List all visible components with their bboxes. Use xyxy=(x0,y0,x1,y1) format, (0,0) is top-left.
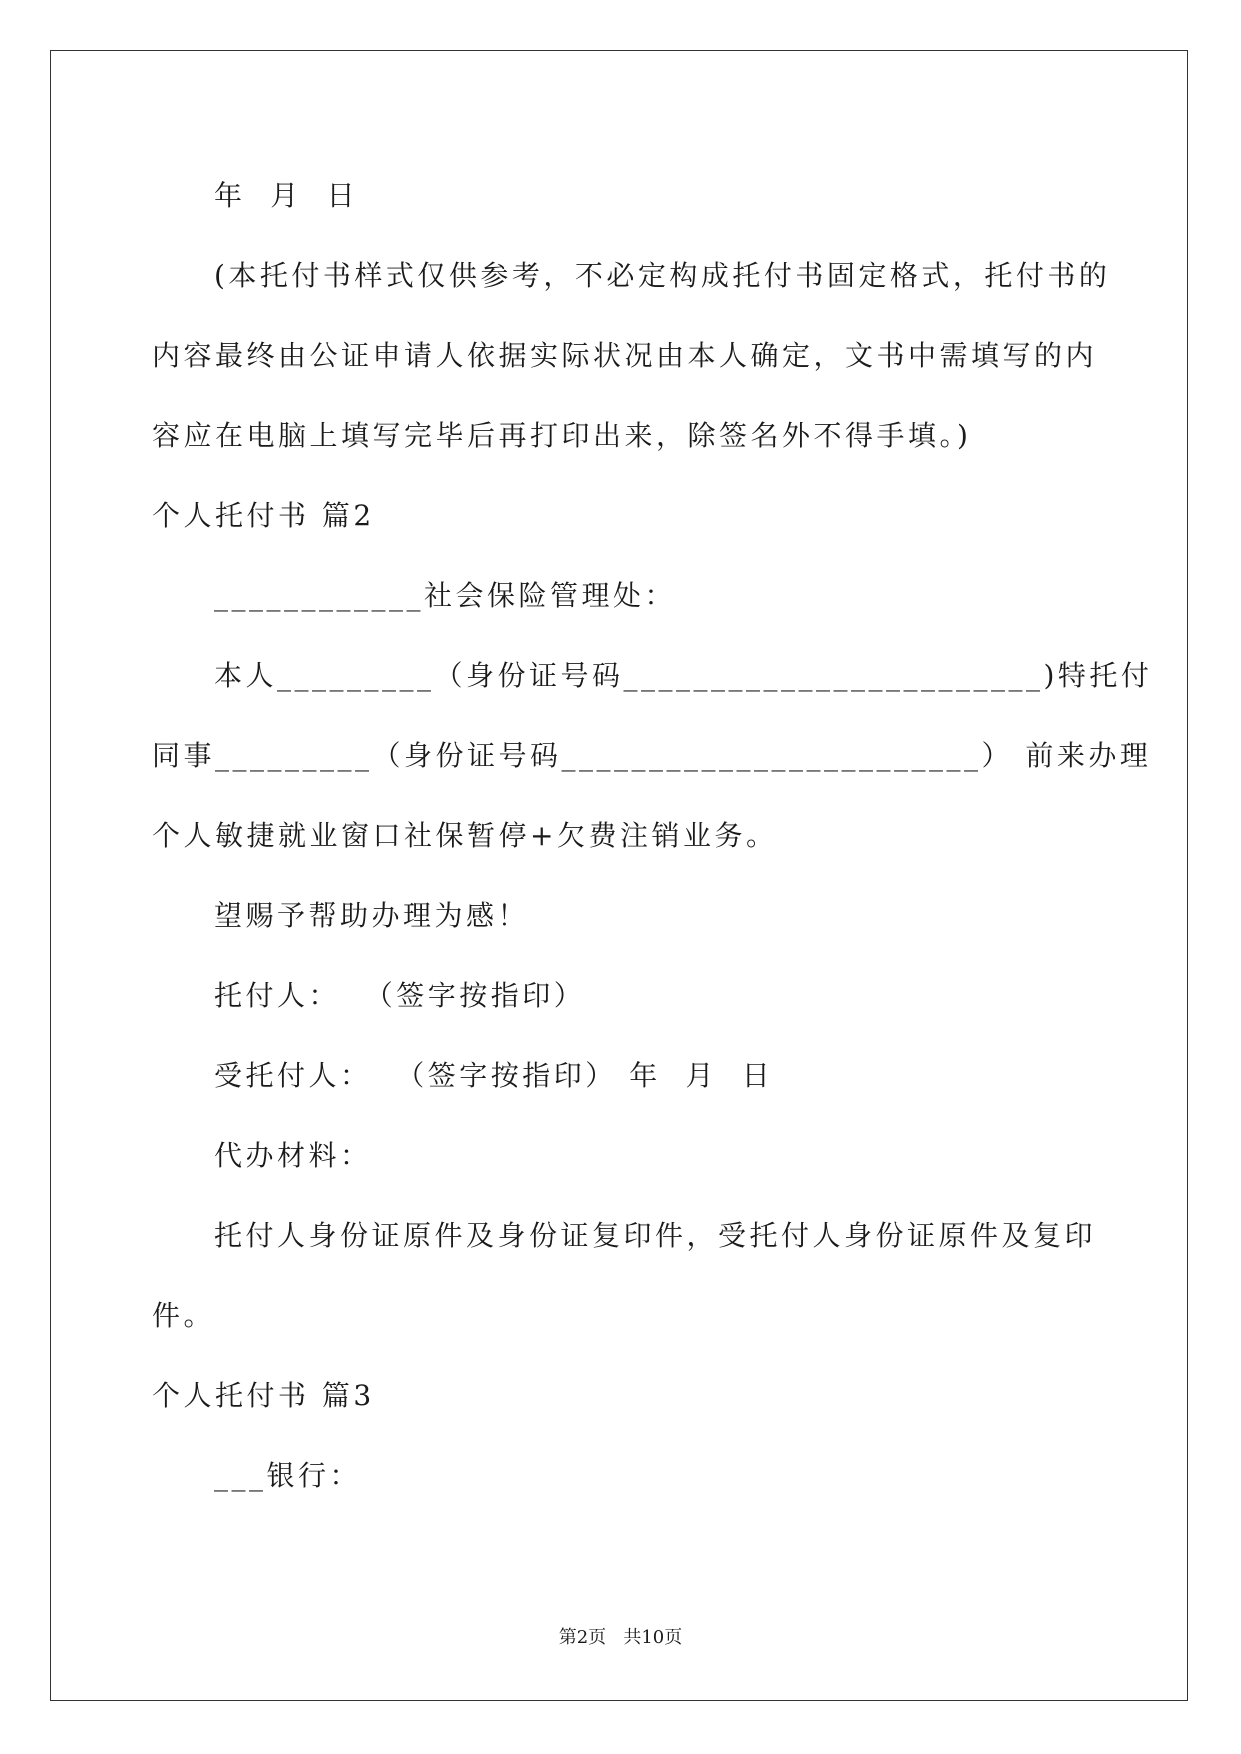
section-heading-3: 个人托付书 篇3 xyxy=(152,1379,375,1412)
bank-addressee-line: ___银行： xyxy=(214,1459,362,1492)
date-line: 年 月 日 xyxy=(214,179,359,212)
body-line-3: 个人敏捷就业窗口社保暂停+欠费注销业务。 xyxy=(152,819,778,852)
note-line-3: 容应在电脑上填写完毕后再打印出来，除签名外不得手填。) xyxy=(152,419,972,452)
page-number: 第2页 共10页 xyxy=(558,1627,683,1648)
body-line-1: 本人_________（身份证号码________________________)特托付 xyxy=(214,659,1153,692)
materials-line-1: 托付人身份证原件及身份证复印件，受托付人身份证原件及复印 xyxy=(214,1219,1097,1252)
note-line-1: (本托付书样式仅供参考，不必定构成托付书固定格式，托付书的 xyxy=(214,259,1111,292)
addressee-line: ____________社会保险管理处： xyxy=(214,579,677,612)
section-heading-2: 个人托付书 篇2 xyxy=(152,499,375,532)
note-line-2: 内容最终由公证申请人依据实际状况由本人确定，文书中需填写的内 xyxy=(152,339,1098,372)
agent-signature-line: 受托付人： （签字按指印） 年 月 日 xyxy=(214,1059,774,1092)
principal-signature-line: 托付人： （签字按指印） xyxy=(214,979,586,1012)
materials-line-2: 件。 xyxy=(152,1299,216,1332)
materials-heading: 代办材料： xyxy=(214,1139,372,1172)
thanks-line: 望赐予帮助办理为感！ xyxy=(214,899,530,932)
body-line-2: 同事_________（身份证号码________________________） 前来办理 xyxy=(152,739,1152,772)
